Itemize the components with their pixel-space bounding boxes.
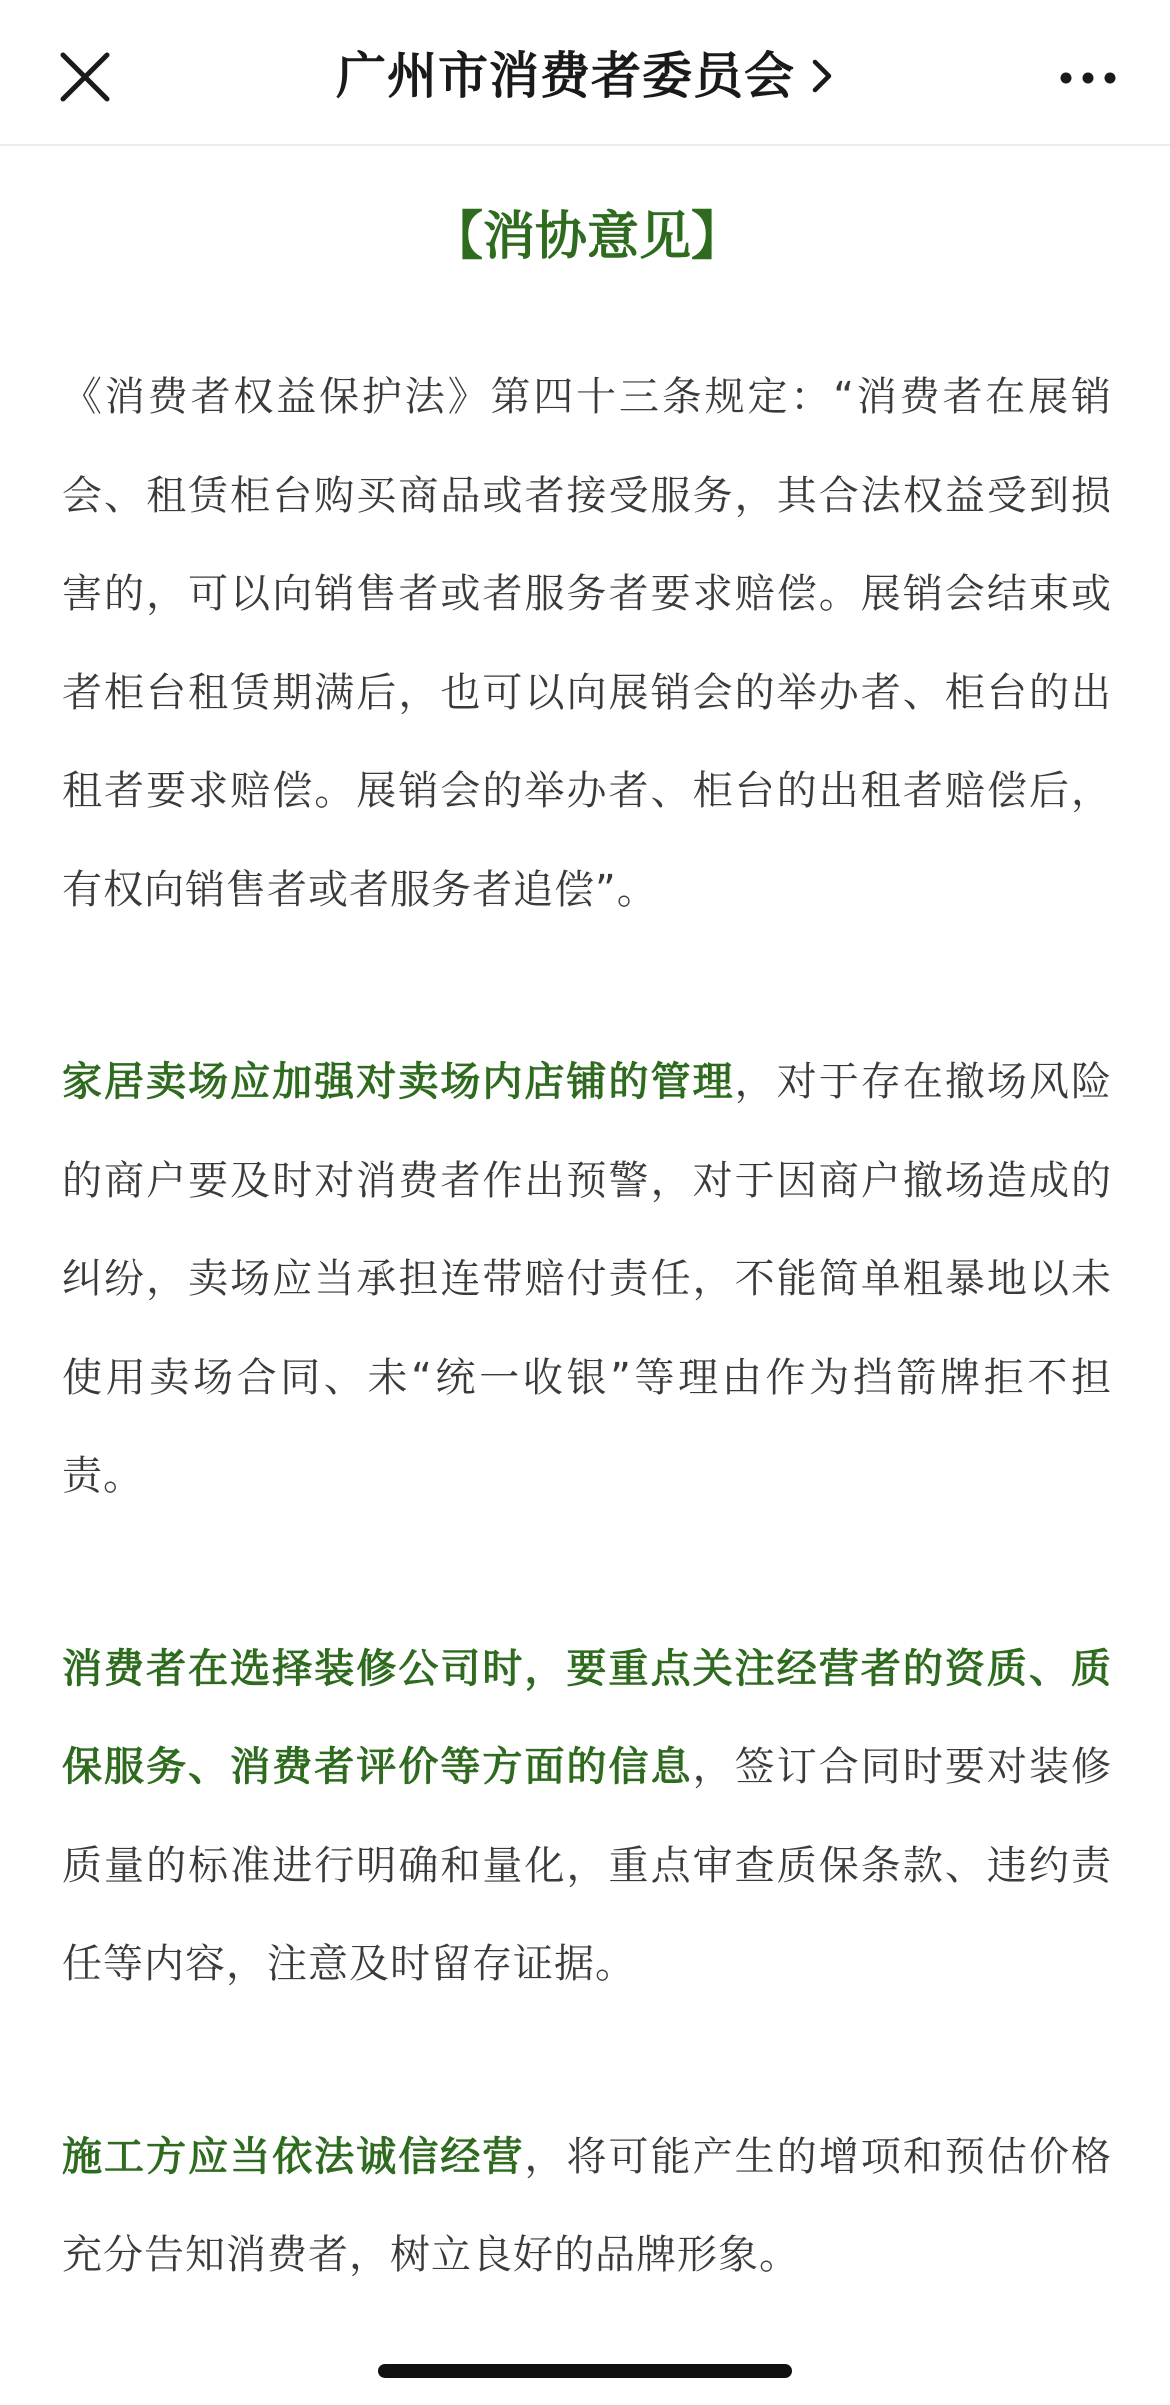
page-title: 广州市消费者委员会 bbox=[335, 46, 795, 105]
article-paragraph bbox=[62, 2108, 1112, 2305]
more-horizontal-icon bbox=[1058, 58, 1118, 98]
paragraph-text: ，将可能产生的增项和预估价格充分告知消费者，树立良好的品牌形象。 bbox=[62, 2133, 1113, 2278]
article-paragraph bbox=[62, 1620, 1112, 2014]
article-paragraph bbox=[62, 348, 1112, 939]
home-indicator[interactable] bbox=[378, 2364, 792, 2378]
paragraph-highlight: 施工方应当依法诚信经营 bbox=[62, 2133, 525, 2180]
section-heading: 【消协意见】 bbox=[430, 207, 743, 267]
paragraph-text: ，对于存在撤场风险的商户要及时对消费者作出预警，对于因商户撤场造成的纠纷，卖场应当承担连带赔付责任，不能简单粗暴地以未使用卖场合同、未“统一收银”等理由作为挡箭牌拒不担责。 bbox=[62, 1059, 1113, 1499]
paragraph-text: ，签订合同时要对装修质量的标准进行明确和量化，重点审查质保条款、违约责任等内容，注意及时留存证据。 bbox=[62, 1744, 1112, 1987]
paragraph-highlight: 家居卖场应加强对卖场内店铺的管理 bbox=[62, 1059, 735, 1105]
article-body bbox=[62, 146, 1112, 2305]
chevron-right-icon bbox=[810, 56, 834, 96]
more-options-button[interactable] bbox=[1058, 58, 1118, 98]
paragraph-text: 《消费者权益保护法》第四十三条规定：“消费者在展销会、租赁柜台购买商品或者接受服务，其合法权益受到损害的，可以向销售者或者服务者要求赔偿。展销会结束或者柜台租赁期满后，也可以向展销会的举办者、柜台的出租者要求赔偿。展销会的举办者、柜台的出租者赔偿后，有权向销售者或者服务者追偿”。 bbox=[62, 374, 1112, 913]
paragraph-highlight: 消费者在选择装修公司时，要重点关注经营者的资质、质保服务、消费者评价等方面的信息 bbox=[62, 1645, 1112, 1790]
account-title-link[interactable] bbox=[0, 30, 1170, 120]
article-paragraph bbox=[62, 1033, 1112, 1526]
top-navigation-bar bbox=[0, 0, 1170, 146]
